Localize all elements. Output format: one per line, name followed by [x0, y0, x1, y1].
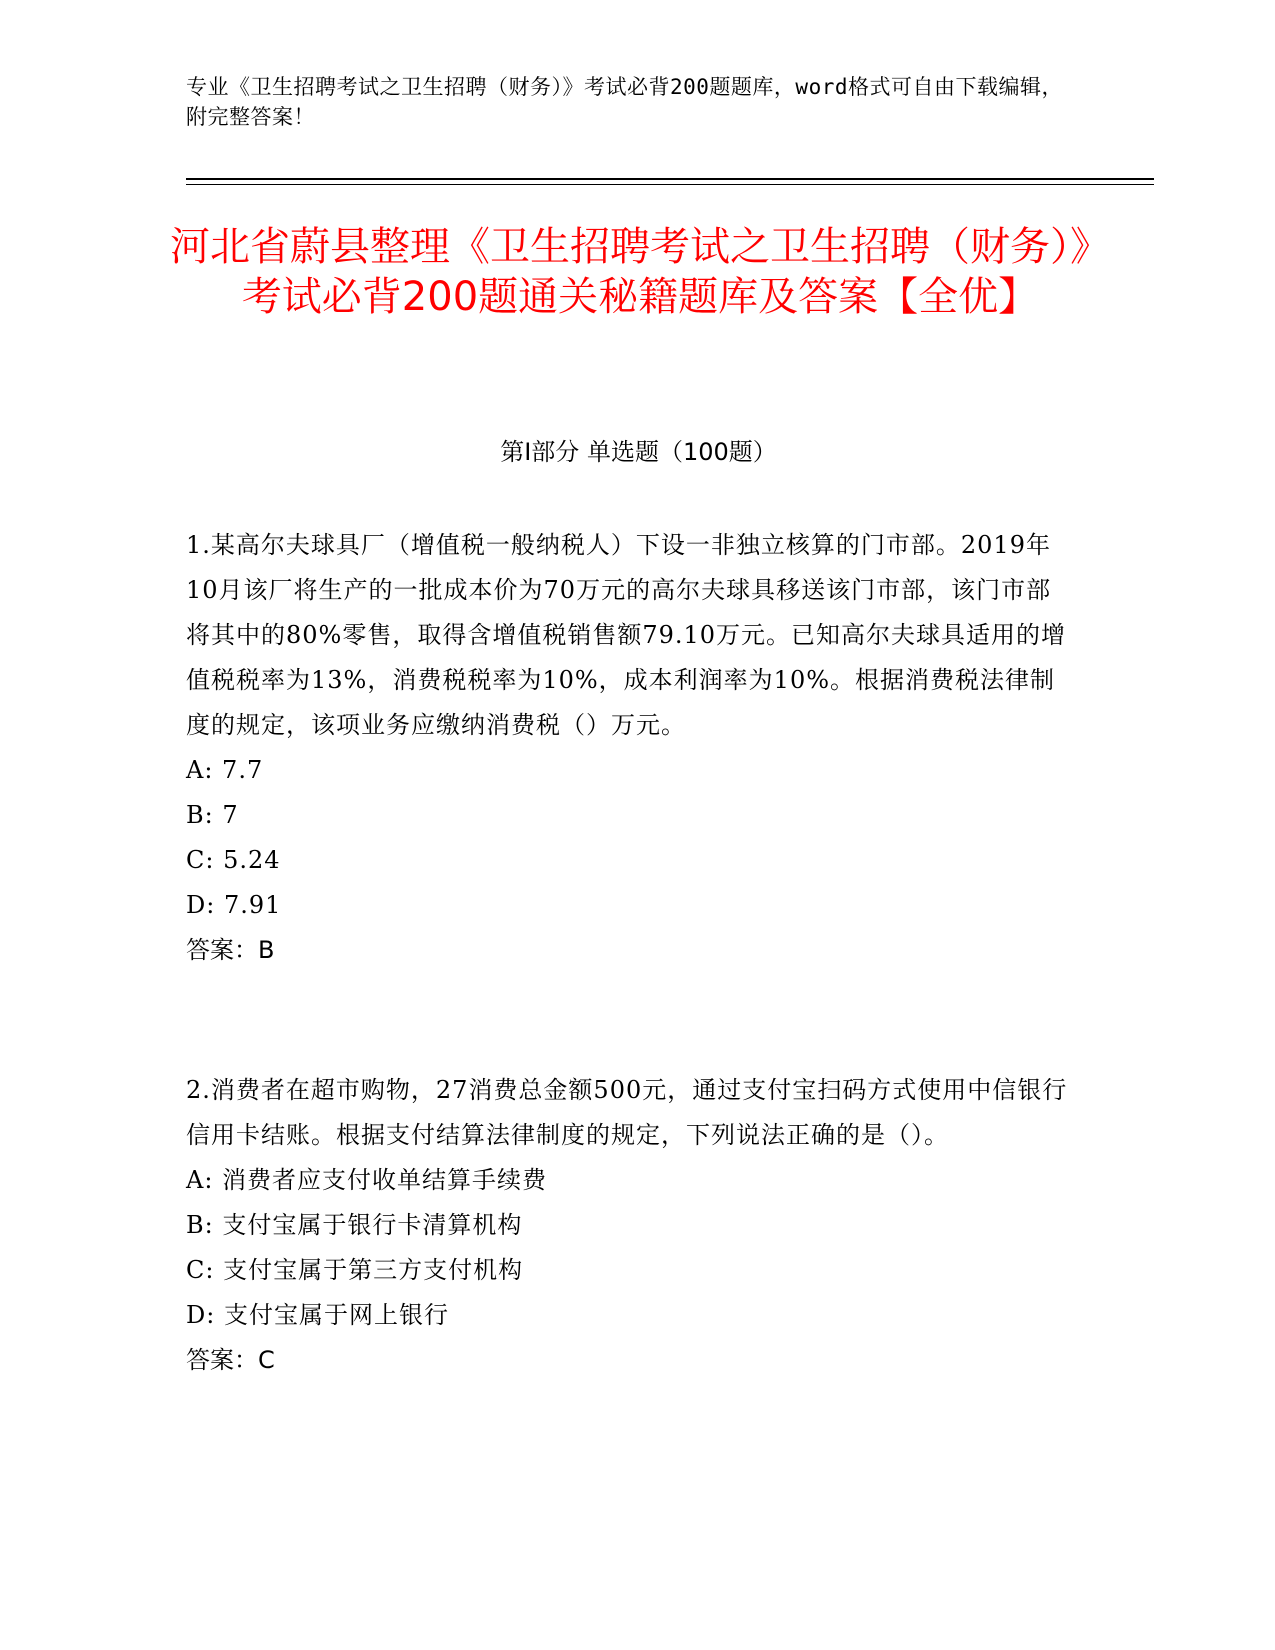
option-a: A: 消费者应支付收单结算手续费: [186, 1166, 548, 1194]
section-title: 第Ⅰ部分 单选题（100题）: [500, 438, 777, 466]
option-d: D: 支付宝属于网上银行: [186, 1301, 449, 1329]
option-c: C: 5.24: [186, 846, 281, 874]
header-note: 专业《卫生招聘考试之卫生招聘（财务）》考试必背200题题库，word格式可自由下载编辑，附完整答案！: [186, 75, 1063, 129]
question-text: 1.某高尔夫球具厂（增值税一般纳税人）下设一非独立核算的门市部。2019年10月该厂将生产的一批成本价为70万元的高尔夫球具移送该门市部，该门市部将其中的80%零售，取得含增值税销售额79.10万元。已知高尔夫球具适用的增值税税率为13%，消费税税率为10%，成本利润率为10%。根据消费税法律制度的规定，该项业务应缴纳消费税（）万元。: [186, 531, 1067, 739]
answer: 答案：C: [186, 1346, 275, 1374]
option-a: A: 7.7: [186, 756, 264, 784]
header-divider-thick: [186, 178, 1154, 180]
option-b: B: 7: [186, 801, 239, 829]
option-b: B: 支付宝属于银行卡清算机构: [186, 1211, 523, 1239]
answer: 答案：B: [186, 936, 275, 964]
question-2: [186, 1068, 1076, 1383]
option-d: D: 7.91: [186, 891, 282, 919]
question-text: 2.消费者在超市购物，27消费总金额500元，通过支付宝扫码方式使用中信银行信用卡结账。根据支付结算法律制度的规定，下列说法正确的是（）。: [186, 1076, 1068, 1149]
document-title: 河北省蔚县整理《卫生招聘考试之卫生招聘（财务）》考试必背200题通关秘籍题库及答案【全优】: [170, 224, 1110, 320]
option-c: C: 支付宝属于第三方支付机构: [186, 1256, 524, 1284]
question-1: [186, 523, 1076, 973]
header-divider-thin: [186, 184, 1154, 185]
